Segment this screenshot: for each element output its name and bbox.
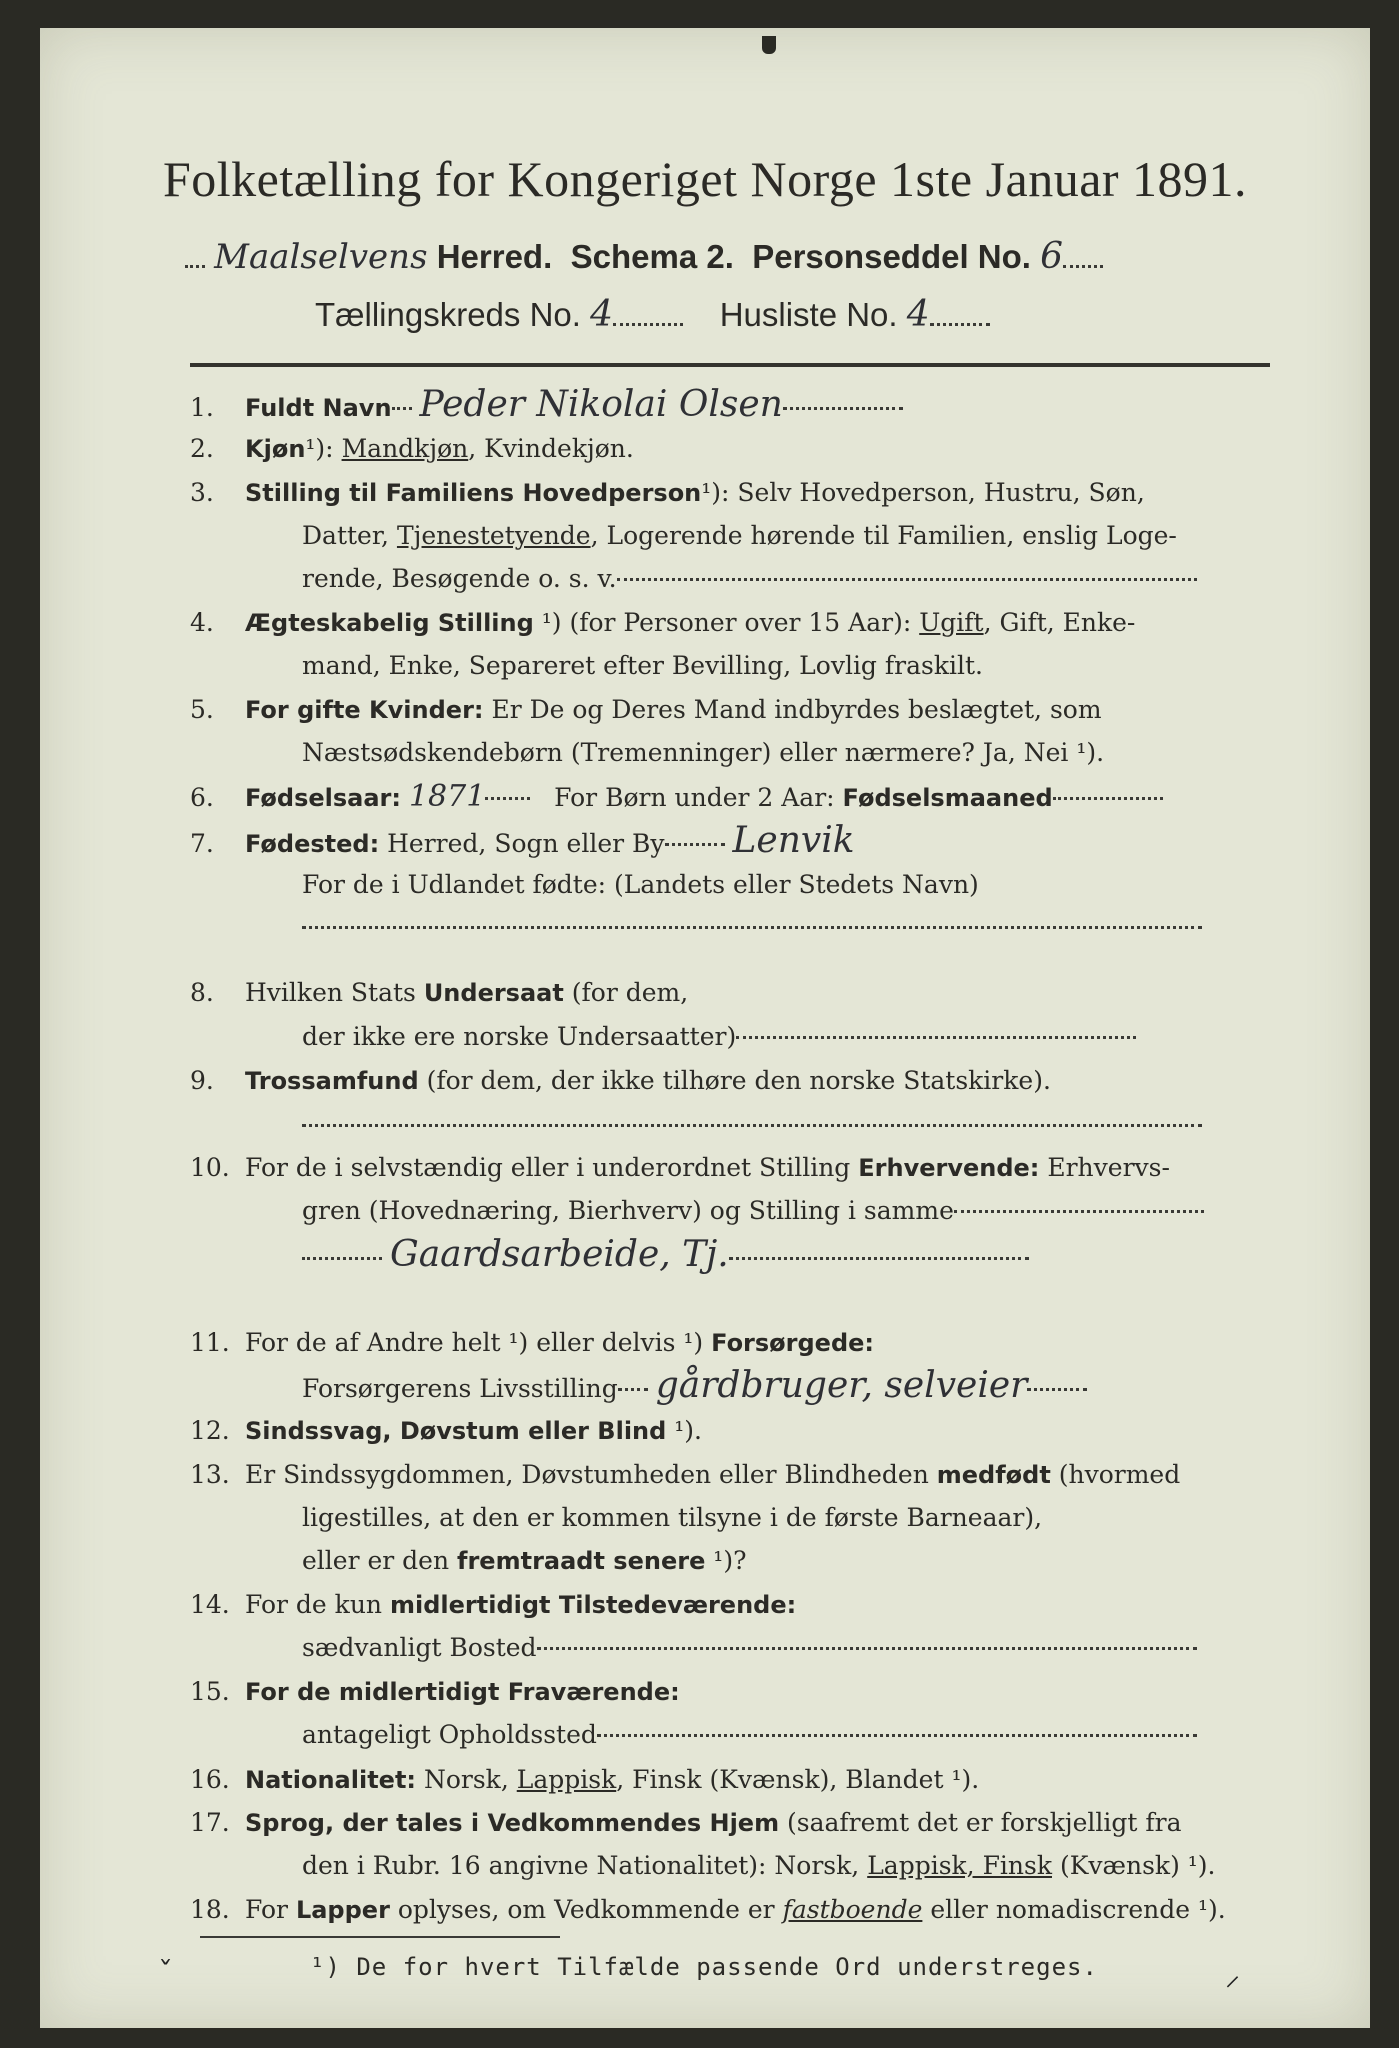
item-number: 14.: [190, 1590, 230, 1619]
kreds-label: Tællingskreds No.: [315, 296, 581, 333]
full-name-value: Peder Nikolai Olsen: [419, 384, 783, 425]
item-text: (for dem,: [563, 978, 689, 1007]
item-number: 15.: [190, 1677, 230, 1706]
footnote: ¹) De for hvert Tilfælde passende Ord understreges.: [310, 1953, 1098, 1981]
item-text: sædvanligt Bosted: [302, 1633, 537, 1662]
item-label: Ægteskabelig Stilling: [245, 609, 534, 637]
item-text: For de i Udlandet fødte: (Landets eller Stedets Navn): [302, 870, 979, 899]
language-selected: Lappisk, Finsk: [867, 1851, 1052, 1880]
item-number: 13.: [190, 1460, 230, 1489]
item-text: ¹)?: [705, 1546, 747, 1575]
item-text: (for dem, der ikke tilhøre den norske Statskirke).: [418, 1066, 1051, 1095]
item-6: [190, 779, 1275, 814]
item-text: Er De og Deres Mand indbyrdes beslægtet, som: [483, 695, 1102, 724]
item-3-line-2: [190, 521, 1387, 551]
item-number: 9.: [190, 1066, 214, 1095]
item-18: [190, 1895, 1275, 1925]
item-11: [190, 1328, 1275, 1358]
item-10: [190, 1153, 1275, 1183]
item-number: 2.: [190, 434, 214, 463]
item-4-line-2: [190, 651, 1387, 681]
husliste-value: 4: [906, 294, 930, 335]
header-divider: [190, 363, 1270, 367]
form-title: Folketælling for Kongeriget Norge 1ste Januar 1891.: [162, 151, 1248, 207]
personseddel-label: Personseddel No.: [752, 238, 1031, 275]
ink-mark: ˇ: [158, 1956, 173, 1991]
item-text: For: [245, 1895, 296, 1924]
item-8-line-2: [190, 1022, 1387, 1052]
sami-status-selected: fastboende: [782, 1895, 923, 1924]
item-text: eller er den: [302, 1546, 458, 1575]
item-label: Stilling til Familiens Hovedperson: [245, 479, 702, 507]
item-text: , Gift, Enke-: [983, 608, 1136, 637]
item-text: , Kvindekjøn.: [468, 434, 634, 463]
item-17: [190, 1808, 1275, 1838]
herred-value: Maalselvens: [214, 237, 428, 277]
item-label: Undersaat: [423, 979, 564, 1007]
item-15: [190, 1677, 1275, 1707]
item-13-line-2: [190, 1503, 1387, 1533]
birthplace-value: Lenvik: [732, 820, 855, 861]
item-17-line-2: [190, 1851, 1387, 1881]
item-13-line-3: [190, 1546, 1387, 1576]
header-row-kreds: [315, 294, 990, 335]
item-text: For Børn under 2 Aar:: [554, 783, 835, 812]
item-5: [190, 695, 1275, 725]
item-label: For gifte Kvinder:: [245, 696, 484, 724]
item-1: [190, 384, 1275, 425]
marital-selected: Ugift: [919, 608, 984, 637]
item-label: Nationalitet:: [245, 1766, 417, 1794]
item-text: Datter,: [302, 521, 397, 550]
item-14-line-2: [190, 1633, 1387, 1663]
item-text: (saafremt det er forskjelligt fra: [779, 1808, 1182, 1837]
item-number: 12.: [190, 1416, 230, 1445]
item-number: 6.: [190, 783, 214, 812]
item-text: , Logerende hørende til Familien, enslig Loge-: [590, 521, 1177, 550]
item-text: For de kun: [245, 1590, 390, 1619]
item-14: [190, 1590, 1275, 1620]
item-text: (Kvænsk) ¹).: [1052, 1851, 1216, 1880]
item-number: 4.: [190, 608, 214, 637]
item-9-line-2: [190, 1110, 1387, 1140]
nationality-selected: Lappisk: [516, 1765, 617, 1794]
item-label: Fødselsmaaned: [842, 784, 1053, 812]
birth-year-value: 1871: [408, 779, 486, 814]
item-number: 5.: [190, 695, 214, 724]
item-8: [190, 978, 1275, 1008]
item-text: ¹).: [666, 1416, 702, 1445]
item-text: Herred, Sogn eller By: [379, 829, 665, 858]
position-selected: Tjenestetyende: [396, 521, 591, 550]
item-13: [190, 1460, 1275, 1490]
item-number: 10.: [190, 1153, 230, 1182]
item-text: (hvormed: [1050, 1460, 1181, 1489]
item-text: Erhvervs-: [1039, 1153, 1170, 1182]
item-text: Forsørgerens Livsstilling: [302, 1374, 618, 1403]
item-label: Forsørgede:: [711, 1329, 875, 1357]
item-text: ligestilles, at den er kommen tilsyne i de første Barneaar),: [302, 1503, 1043, 1532]
item-text: eller nomadiscrende ¹).: [922, 1895, 1226, 1924]
item-number: 11.: [190, 1328, 230, 1357]
ink-mark: ⸝: [1225, 1958, 1240, 1993]
item-number: 18.: [190, 1895, 230, 1924]
item-text: den i Rubr. 16 angivne Nationalitet): Norsk,: [302, 1851, 868, 1880]
page-notch: [762, 36, 776, 54]
item-text: Norsk,: [416, 1765, 517, 1794]
item-number: 8.: [190, 978, 214, 1007]
item-label: Trossamfund: [245, 1067, 419, 1095]
item-text: Er Sindssygdommen, Døvstumheden eller Blindheden: [245, 1460, 937, 1489]
item-text: rende, Besøgende o. s. v.: [302, 564, 617, 593]
item-label: Fødselsaar:: [245, 784, 401, 812]
footnote-divider: [200, 1936, 560, 1938]
item-label: midlertidigt Tilstedeværende:: [389, 1591, 797, 1619]
item-label: medfødt: [936, 1461, 1051, 1489]
item-label: Lapper: [295, 1896, 390, 1924]
item-15-line-2: [190, 1720, 1387, 1750]
occupation-value: Gaardsarbeide, Tj.: [389, 1234, 729, 1275]
item-10-line-2: [190, 1196, 1387, 1226]
item-text: Næstsødskendebørn (Tremenninger) eller nærmere? Ja, Nei ¹).: [302, 738, 1105, 767]
item-number: 7.: [190, 829, 214, 858]
item-label: fremtraadt senere: [457, 1547, 706, 1575]
item-label: Erhvervende:: [858, 1154, 1040, 1182]
item-9: [190, 1066, 1275, 1096]
herred-label: Herred.: [436, 238, 553, 275]
item-3: [190, 478, 1275, 508]
item-number: 1.: [190, 393, 214, 422]
item-16: [190, 1765, 1275, 1795]
item-7-line-3: [190, 912, 1387, 942]
census-form-page: [40, 28, 1370, 2028]
schema-label: Schema 2.: [570, 238, 734, 275]
item-label: Fuldt Navn: [245, 394, 392, 422]
personseddel-value: 6: [1040, 236, 1064, 277]
item-label: Sprog, der tales i Vedkommendes Hjem: [245, 1809, 780, 1837]
item-text: oplyses, om Vedkommende er: [389, 1895, 783, 1924]
item-7: [190, 820, 1275, 861]
item-text: ¹):: [305, 434, 342, 463]
husliste-label: Husliste No.: [719, 296, 898, 333]
item-11-line-2: [190, 1365, 1387, 1406]
item-text: Hvilken Stats: [245, 978, 424, 1007]
item-text: For de i selvstændig eller i underordnet Stilling: [245, 1153, 859, 1182]
item-3-line-3: [190, 564, 1387, 594]
item-label: Fødested:: [245, 830, 380, 858]
item-label: Kjøn: [245, 435, 306, 463]
item-label: For de midlertidigt Fraværende:: [245, 1678, 680, 1706]
item-4: [190, 608, 1275, 638]
sex-selected: Mandkjøn: [341, 434, 469, 463]
item-5-line-2: [190, 738, 1387, 768]
item-7-line-2: [190, 870, 1387, 900]
provider-occupation-value: gårdbruger, selveier: [655, 1365, 1028, 1406]
item-label: Sindssvag, Døvstum eller Blind: [245, 1417, 667, 1445]
item-12: [190, 1416, 1275, 1446]
header-row-herred: [185, 236, 1103, 277]
item-text: ¹): Selv Hovedperson, Hustru, Søn,: [701, 478, 1145, 507]
item-text: , Finsk (Kvænsk), Blandet ¹).: [616, 1765, 980, 1794]
item-text: ¹) (for Personer over 15 Aar):: [533, 608, 920, 637]
item-number: 17.: [190, 1808, 230, 1837]
item-number: 16.: [190, 1765, 230, 1794]
kreds-value: 4: [590, 294, 613, 335]
item-text: antageligt Opholdssted: [302, 1720, 597, 1749]
item-10-line-3: [190, 1234, 1387, 1275]
item-text: der ikke ere norske Undersaatter): [302, 1022, 737, 1051]
item-2: [190, 434, 1275, 464]
item-number: 3.: [190, 478, 214, 507]
item-text: For de af Andre helt ¹) eller delvis ¹): [245, 1328, 712, 1357]
item-text: mand, Enke, Separeret efter Bevilling, Lovlig fraskilt.: [302, 651, 983, 680]
item-text: gren (Hovednæring, Bierhverv) og Stilling i samme: [302, 1196, 954, 1225]
